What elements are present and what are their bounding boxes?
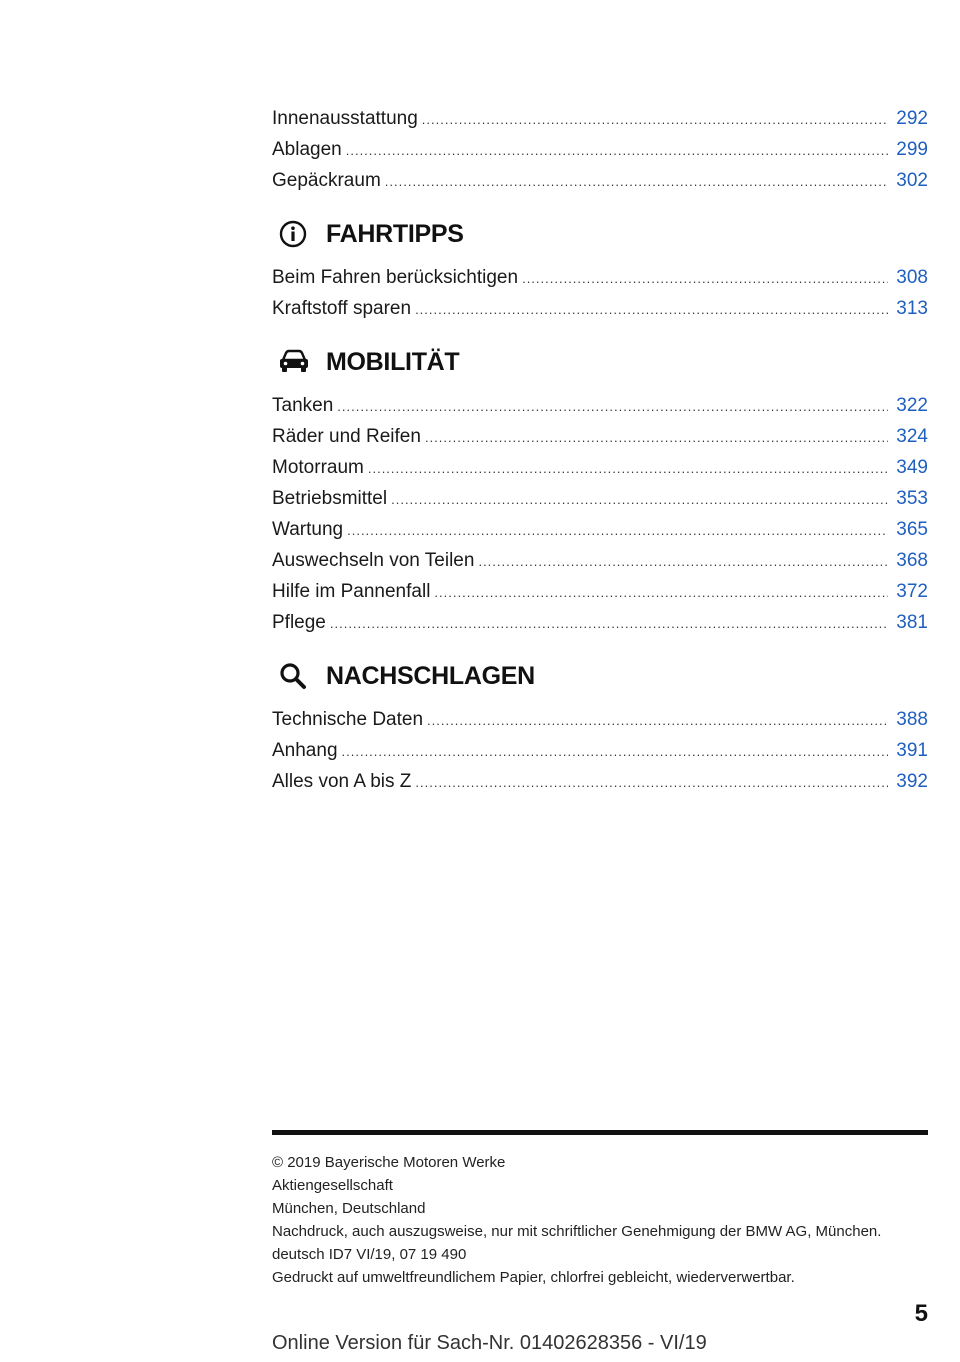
- toc-entry-page-link[interactable]: 372: [896, 581, 928, 602]
- imprint-line: München, Deutschland: [272, 1200, 426, 1217]
- info-icon: [278, 214, 318, 254]
- toc-leader-dots: [347, 515, 888, 546]
- toc-entry[interactable]: [272, 165, 928, 196]
- toc-entry[interactable]: [272, 704, 928, 735]
- footer-divider: [272, 1130, 928, 1135]
- section-header: [272, 638, 928, 704]
- toc-entry-label: Wartung: [272, 519, 344, 540]
- car-icon: [278, 342, 318, 382]
- toc-entry-page-link[interactable]: 353: [896, 488, 928, 509]
- toc-entry[interactable]: [272, 766, 928, 797]
- toc-entry-page-link[interactable]: 313: [896, 298, 928, 319]
- toc-entry-label: Ablagen: [272, 139, 342, 160]
- toc-entry[interactable]: [272, 452, 928, 483]
- toc-entry-label: Motorraum: [272, 457, 364, 478]
- toc-entry-page-link[interactable]: 324: [896, 426, 928, 447]
- toc-entry-label: Tanken: [272, 395, 334, 416]
- toc-entry[interactable]: [272, 735, 928, 766]
- online-version-watermark: Online Version für Sach-Nr. 01402628356 - VI/19: [272, 1332, 707, 1354]
- section-fahrtipps: [272, 196, 928, 324]
- section-title: MOBILITÄT: [326, 347, 460, 376]
- imprint-line: Aktiengesellschaft: [272, 1177, 393, 1194]
- section-header: [272, 324, 928, 390]
- toc-entry-page-link[interactable]: 308: [896, 267, 928, 288]
- toc-entry[interactable]: [272, 134, 928, 165]
- imprint-line: deutsch ID7 VI/19, 07 19 490: [272, 1246, 467, 1263]
- toc-entry-page-link[interactable]: 381: [896, 612, 928, 633]
- toc-entry[interactable]: [272, 421, 928, 452]
- toc-entry[interactable]: [272, 483, 928, 514]
- search-icon: [278, 656, 318, 696]
- toc-entry-label: Hilfe im Pannenfall: [272, 581, 431, 602]
- toc-top-group: [272, 103, 928, 196]
- toc-entry-page-link[interactable]: 368: [896, 550, 928, 571]
- toc-entry[interactable]: [272, 576, 928, 607]
- page-number: 5: [914, 1300, 928, 1327]
- toc-leader-dots: [346, 135, 889, 166]
- toc-entry-page-link[interactable]: 299: [896, 139, 928, 160]
- imprint-footer: [272, 1130, 928, 1289]
- toc-entry[interactable]: [272, 262, 928, 293]
- toc-leader-dots: [422, 104, 889, 135]
- toc-entry[interactable]: [272, 293, 928, 324]
- toc-entry[interactable]: [272, 103, 928, 134]
- toc-entry-page-link[interactable]: 322: [896, 395, 928, 416]
- toc-leader-dots: [330, 608, 888, 639]
- section-title: NACHSCHLAGEN: [326, 661, 535, 690]
- toc-entry-label: Räder und Reifen: [272, 426, 421, 447]
- toc-entry[interactable]: [272, 514, 928, 545]
- toc-leader-dots: [385, 166, 889, 197]
- toc-entry-label: Alles von A bis Z: [272, 771, 412, 792]
- toc-leader-dots: [415, 767, 888, 798]
- toc-entry-label: Technische Daten: [272, 709, 424, 730]
- toc-entry-page-link[interactable]: 292: [896, 108, 928, 129]
- toc-entry-page-link[interactable]: 391: [896, 740, 928, 761]
- toc-entry-page-link[interactable]: 392: [896, 771, 928, 792]
- imprint-line: Gedruckt auf umweltfreundlichem Papier, chlorfrei gebleicht, wiederverwertbar.: [272, 1269, 795, 1286]
- toc-entry-page-link[interactable]: 365: [896, 519, 928, 540]
- toc-entry-label: Innenausstattung: [272, 108, 418, 129]
- section-mobilitaet: [272, 324, 928, 638]
- toc-entry-label: Kraftstoff sparen: [272, 298, 412, 319]
- toc-entry-label: Auswechseln von Teilen: [272, 550, 475, 571]
- section-title: FAHRTIPPS: [326, 219, 464, 248]
- toc-entry-page-link[interactable]: 388: [896, 709, 928, 730]
- toc-entry[interactable]: [272, 390, 928, 421]
- toc-entry[interactable]: [272, 545, 928, 576]
- toc-entry-label: Anhang: [272, 740, 338, 761]
- toc-entry-label: Betriebsmittel: [272, 488, 388, 509]
- toc-leader-dots: [522, 263, 888, 294]
- toc-leader-dots: [425, 422, 888, 453]
- table-of-contents: [272, 103, 928, 797]
- toc-leader-dots: [478, 546, 888, 577]
- toc-entry[interactable]: [272, 607, 928, 638]
- toc-leader-dots: [368, 453, 888, 484]
- imprint-line: Nachdruck, auch auszugsweise, nur mit schriftlicher Genehmigung der BMW AG, München.: [272, 1223, 882, 1240]
- toc-leader-dots: [391, 484, 888, 515]
- toc-entry-label: Pflege: [272, 612, 326, 633]
- toc-entry-label: Beim Fahren berücksichtigen: [272, 267, 519, 288]
- section-header: [272, 196, 928, 262]
- toc-leader-dots: [415, 294, 888, 325]
- toc-entry-page-link[interactable]: 302: [896, 170, 928, 191]
- toc-leader-dots: [434, 577, 888, 608]
- toc-leader-dots: [337, 391, 888, 422]
- toc-leader-dots: [427, 705, 888, 736]
- toc-entry-page-link[interactable]: 349: [896, 457, 928, 478]
- toc-leader-dots: [342, 736, 889, 767]
- toc-entry-label: Gepäckraum: [272, 170, 381, 191]
- section-nachschlagen: [272, 638, 928, 797]
- imprint-line: © 2019 Bayerische Motoren Werke: [272, 1154, 506, 1171]
